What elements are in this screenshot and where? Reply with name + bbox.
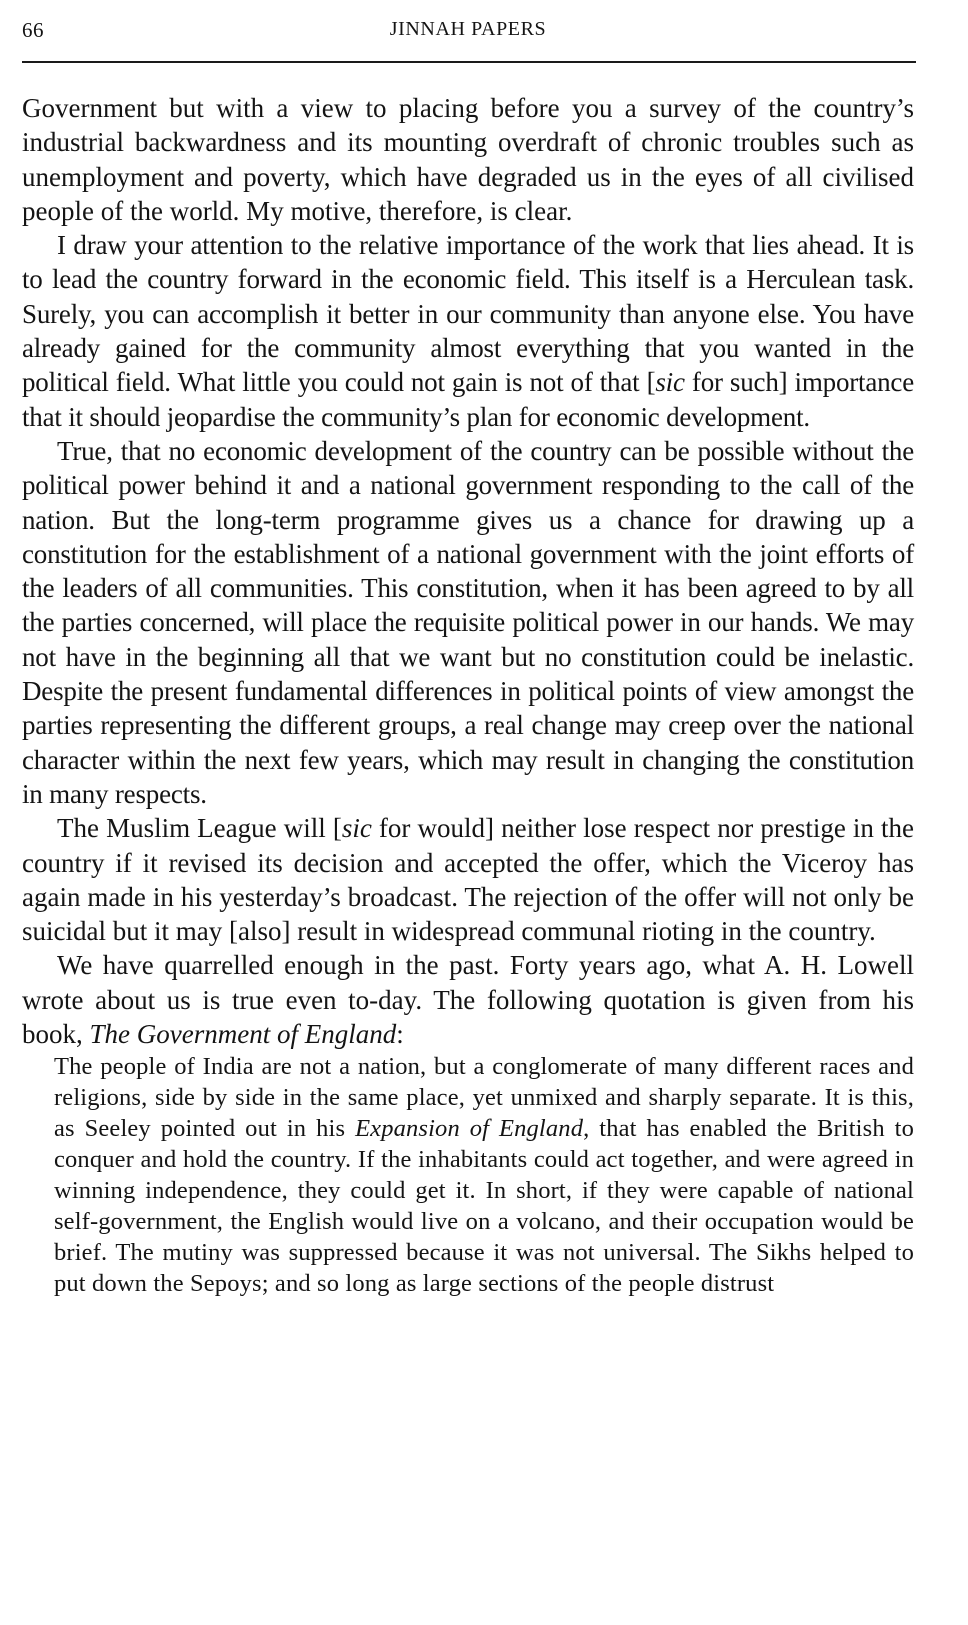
paragraph-1 xyxy=(22,91,914,228)
paragraph-1-text: Government but with a view to placing before you a survey of the country’s industrial backwardness and its mounting overdraft of chronic troubles such as unemployment and poverty, which have degraded us in the eyes of all civilised people of the world. My motive, therefore, is clear. xyxy=(22,93,914,226)
paragraph-2-text: I draw your attention to the relative importance of the work that lies ahead. It is to lead the country forward in the economic field. This itself is a Herculean task. Surely, you can accomplish it better in our community than anyone else. You have already gained for the community almost everything that you wanted in the political field. What little you could not gain is not of that [ xyxy=(22,230,914,398)
paragraph-5-end: : xyxy=(396,1019,404,1050)
quotation-text-1: The people of India are not a nation, but a conglomerate of many different races and religions, side by side in the same place, yet unmixed and sharply separate. It is this, as Seeley pointed out in his xyxy=(54,1053,914,1143)
page-header xyxy=(22,14,914,54)
paragraph-5-text: We have quarrelled enough in the past. Forty years ago, what A. H. Lowell wrote about us is true even to-day. The following quotation is given from his book, xyxy=(22,950,914,1050)
quoted-book-title: Expansion of England xyxy=(355,1115,584,1143)
paragraph-4 xyxy=(22,811,914,948)
paragraph-5 xyxy=(22,948,914,1051)
sic-note: sic xyxy=(341,813,372,844)
paragraph-2-end: for such] importance that it should jeopardise the community’s plan for economic development. xyxy=(22,367,915,432)
quotation-text-2: , that has enabled the British to conquer and hold the country. If the inhabitants could act together, and were agreed in winning independence, they could get it. In short, if they were capable of national self-government, the English would live on a volcano, and their occupation would be brief. The mutiny was suppressed because it was not universal. The Sikhs helped to put down the Sepoys; and so long as large sections of the people distrust xyxy=(54,1115,914,1298)
paragraph-3 xyxy=(22,434,914,811)
sic-note: sic xyxy=(655,367,685,398)
book-title: The Government of England xyxy=(89,1019,397,1050)
paragraph-3-text: True, that no economic development of the country can be possible without the political power behind it and a national government responding to the call of the nation. But the long-term programme gives us a chance for drawing up a constitution for the establishment of a national government with the joint efforts of the leaders of all communities. This constitution, when it has been agreed to by all the parties concerned, will place the requisite political power in our hands. We may not have in the beginning all that we want but no constitution could be inelastic. Despite the present fundamental differences in political points of view amongst the parties representing the different groups, a real change may creep over the national character within the next few years, which may result in changing the constitution in many respects. xyxy=(22,435,914,809)
block-quotation xyxy=(54,1051,914,1299)
body-text xyxy=(22,91,914,1299)
paragraph-2 xyxy=(22,228,914,434)
header-rule xyxy=(22,61,916,63)
paragraph-4-text: The Muslim League will [ xyxy=(57,813,342,844)
paragraph-4-end: for would] neither lose respect nor prestige in the country if it revised its decision and accepted the offer, which the Viceroy has again made in his yesterday’s broadcast. The rejection of the offer will not only be suicidal but it may [also] result in widespread communal rioting in the country. xyxy=(22,813,915,947)
page-number: 66 xyxy=(22,18,44,42)
running-title: JINNAH PAPERS xyxy=(389,18,547,40)
